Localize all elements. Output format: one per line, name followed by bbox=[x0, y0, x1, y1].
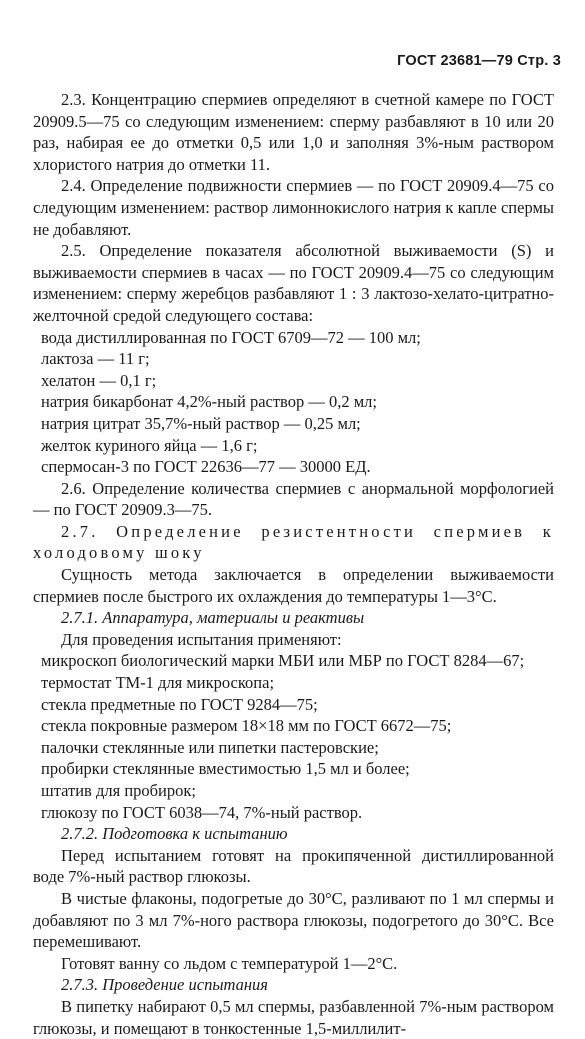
apparatus-item: пробирки стеклянные вместимостью 1,5 мл и более; bbox=[41, 759, 410, 779]
page-header bbox=[397, 53, 561, 69]
document-body bbox=[33, 89, 554, 1039]
section-2-3: 2.3. Концентрацию спермиев определяют в счетной камере по ГОСТ 20909.5—75 со следующим изменением: сперму разбавляют в 10 или 20 раз, набирая ее до отметки 0,5 или 1,0 и заполняя 3%-ным раствором хлористого натрия до отметки 11. bbox=[33, 90, 554, 174]
section-2-7-title: 2.7. Определение резистентности спермиев к холодовому шоку bbox=[33, 521, 554, 563]
apparatus-item: стекла предметные по ГОСТ 9284—75; bbox=[41, 694, 318, 714]
composition-item: натрия бикарбонат 4,2%-ный раствор — 0,2 мл; bbox=[41, 392, 377, 412]
section-2-7-1-intro: Для проведения испытания применяют: bbox=[61, 629, 342, 649]
section-2-7-1-title: 2.7.1. Аппаратура, материалы и реактивы bbox=[61, 608, 365, 628]
apparatus-list bbox=[33, 650, 554, 823]
section-2-7-2-title: 2.7.2. Подготовка к испытанию bbox=[61, 824, 288, 844]
apparatus-item: микроскоп биологический марки МБИ или МБР по ГОСТ 8284—67; bbox=[41, 651, 525, 671]
section-2-7-2-para: В чистые флаконы, подогретые до 30°С, разливают по 1 мл спермы и добавляют по 3 мл 7%-ного раствора глюкозы, подогретого до 30°С. Все перемешивают. bbox=[33, 888, 554, 952]
composition-item: натрия цитрат 35,7%-ный раствор — 0,25 мл; bbox=[41, 413, 361, 433]
section-2-7-3-title: 2.7.3. Проведение испытания bbox=[61, 975, 268, 995]
apparatus-item: стекла покровные размером 18×18 мм по ГОСТ 6672—75; bbox=[41, 716, 452, 736]
section-2-7-3-text: В пипетку набирают 0,5 мл спермы, разбавленной 7%-ным раствором глюкозы, и помещают в тонкостенные 1,5-миллилит- bbox=[33, 996, 554, 1038]
composition-item: спермосан-3 по ГОСТ 22636—77 — 30000 ЕД. bbox=[41, 457, 371, 477]
section-2-7-2-para: Перед испытанием готовят на прокипяченной дистиллированной воде 7%-ный раствор глюкозы. bbox=[33, 845, 554, 887]
composition-item: желток куриного яйца — 1,6 г; bbox=[41, 435, 258, 455]
apparatus-item: палочки стеклянные или пипетки пастеровские; bbox=[41, 737, 379, 757]
apparatus-item: глюкозу по ГОСТ 6038—74, 7%-ный раствор. bbox=[41, 802, 363, 822]
standard-number: ГОСТ 23681—79 bbox=[397, 53, 513, 69]
composition-item: лактоза — 11 г; bbox=[41, 349, 150, 369]
apparatus-item: штатив для пробирок; bbox=[41, 781, 196, 800]
apparatus-item: термостат ТМ-1 для микроскопа; bbox=[41, 673, 275, 693]
composition-list bbox=[33, 327, 554, 478]
section-2-7-2-para: Готовят ванну со льдом с температурой 1—2°С. bbox=[61, 953, 398, 973]
composition-item: вода дистиллированная по ГОСТ 6709—72 — 100 мл; bbox=[41, 327, 421, 347]
page-number: Стр. 3 bbox=[517, 53, 561, 69]
section-2-7-text: Сущность метода заключается в определении выживаемости спермиев после быстрого их охлаждения до температуры 1—3°С. bbox=[33, 565, 554, 606]
section-2-6: 2.6. Определение количества спермиев с анормальной морфологией — по ГОСТ 20909.3—75. bbox=[33, 478, 554, 520]
section-2-4: 2.4. Определение подвижности спермиев — по ГОСТ 20909.4—75 со следующим изменением: раствор лимоннокислого натрия к капле спермы не добавляют. bbox=[33, 176, 554, 239]
composition-item: хелатон — 0,1 г; bbox=[41, 370, 157, 390]
section-2-5: 2.5. Определение показателя абсолютной выживаемости (S) и выживаемости спермиев в часах — по ГОСТ 20909.4—75 со следующим изменением: сперму жеребцов разбавляют 1 : 3 лактозо-хелато-цитратно-желточной средой следующего состава: bbox=[33, 241, 554, 325]
